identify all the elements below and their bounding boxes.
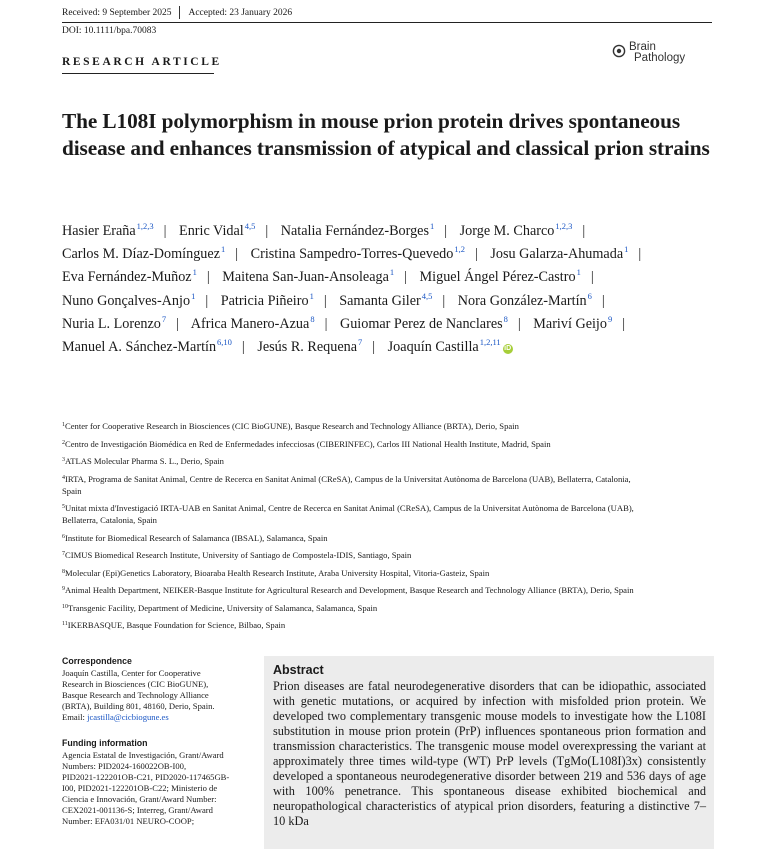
author-entry[interactable]: [62, 290, 217, 309]
author-entry[interactable]: [281, 223, 456, 239]
author-name[interactable]: Nuno Gonçalves-Anjo: [62, 292, 191, 309]
orcid-icon[interactable]: iD: [504, 345, 512, 353]
affiliation-number: 10: [62, 603, 68, 610]
author-name[interactable]: Josu Galarza-Ahumada: [490, 246, 624, 263]
author-name[interactable]: Joaquín Castilla: [387, 339, 479, 356]
author-entry[interactable]: [339, 313, 530, 332]
author-separator: |: [582, 223, 586, 239]
funding-line: Ciencia e Innovación, Grant/Award Number:: [62, 794, 217, 804]
author-affiliation-refs[interactable]: 1,2,3: [136, 221, 154, 231]
author-entry[interactable]: [490, 246, 650, 262]
author-name[interactable]: Jorge M. Charco: [459, 223, 555, 239]
correspondence-email-row: [62, 712, 262, 723]
author-separator: |: [474, 246, 478, 263]
author-name[interactable]: Eva Fernández-Muñoz: [62, 269, 192, 286]
date-separator: [179, 6, 180, 19]
affiliation-list: [62, 420, 722, 637]
author-affiliation-refs[interactable]: 6,10: [217, 337, 232, 348]
author-separator: |: [176, 315, 179, 332]
author-entry[interactable]: [222, 269, 416, 285]
accepted-date: Accepted: 23 January 2026: [188, 7, 293, 18]
author-separator: |: [517, 315, 521, 332]
author-separator: |: [404, 269, 407, 286]
affiliation-item: [62, 502, 722, 526]
funding-heading: Funding information: [62, 738, 148, 748]
logo-line2: Pathology: [634, 52, 686, 64]
affiliation-text: Centro de Investigación Biomédica en Red de Enfermedades infecciosas (CIBERINFEC), Carlos III National Health Institute, Madrid, Spain: [65, 438, 551, 449]
author-separator: |: [444, 223, 448, 239]
author-affiliation-refs[interactable]: 1: [576, 267, 581, 278]
funding-line: PID2021-122201OB-C21, PID2020-117465GB-: [62, 772, 230, 782]
funding-line: Numbers: PID2024-160022OB-I00,: [62, 761, 187, 771]
affiliation-number: 4: [62, 474, 65, 481]
affiliation-item: [62, 473, 722, 497]
author-entry[interactable]: [179, 223, 277, 239]
affiliation-text-continued: Bellaterra, Catalonia, Spain: [62, 515, 157, 525]
author-separator: |: [622, 315, 626, 332]
affiliation-text: Unitat mixta d'Investigació IRTA-UAB en Sanitat Animal, Centre de Recerca en Sanitat Animal (CReSA), Campus de la Universitat Autònoma de Barcelona (UAB),: [65, 503, 634, 513]
affiliation-text: Institute for Biomedical Research of Salamanca (IBSAL), Salamanca, Spain: [65, 532, 328, 543]
brain-pathology-logo-icon: [612, 44, 626, 58]
affiliation-number: 5: [62, 504, 65, 510]
affiliation-text-continued: Spain: [62, 485, 82, 496]
author-separator: |: [206, 269, 210, 286]
affiliation-text: IRTA, Programa de Sanitat Animal, Centre de Recerca en Sanitat Animal (CReSA), Campus de la Universitat Autònoma de Barcelona (UAB), Bellaterra, Catalonia,: [65, 473, 631, 484]
side-column: [62, 656, 262, 842]
author-separator: |: [442, 292, 446, 309]
email-link[interactable]: jcastilla@cicbiogune.es: [87, 712, 169, 722]
logo-line1: Brain: [629, 41, 656, 53]
affiliation-number: 8: [62, 568, 65, 575]
affiliation-text: Animal Health Department, NEIKER-Basque Institute for Agricultural Research and Development, Basque Research and Technology Alliance (BRTA), Derio, Spain: [65, 585, 634, 595]
author-separator: |: [205, 292, 209, 309]
affiliation-text: Transgenic Facility, Department of Medicine, University of Salamanca, Salamanca, Spain: [68, 602, 378, 613]
header-rule: [62, 22, 712, 23]
affiliation-text: IKERBASQUE, Basque Foundation for Science, Bilbao, Spain: [67, 620, 286, 630]
affiliation-item: [62, 619, 722, 631]
author-entry[interactable]: [62, 269, 219, 285]
doi-link[interactable]: DOI: 10.1111/bpa.70083: [62, 26, 157, 36]
affiliation-number: 2: [62, 439, 65, 446]
affiliation-item: [62, 438, 722, 450]
author-name[interactable]: Carlos M. Díaz-Domínguez: [62, 246, 220, 263]
author-name[interactable]: Patricia Piñeiro: [220, 292, 309, 309]
author-affiliation-refs[interactable]: 6: [587, 290, 592, 301]
abstract-text: Prion diseases are fatal neurodegenerative disorders that can be idiopathic, associated with genetic mutations, or acquired by infection with misfolded prion protein. We developed two complementary transgenic mouse models to investigate how the L108I substitution in mouse prion protein (PrP) influences spontaneous prion formation and transmission characteristics. The transgenic mouse model overexpressing the variant at approximately three times wild-type (WT) PrP levels (TgMo(L108I)3x) consistently developed a spontaneous neurodegenerative disorder between 219 and 536 days of age with 100% penetrance. This spontaneous disease exhibited biochemical and neuropathological characteristics of atypical prion disorders, featuring a distinctive 7–10 kDa: [273, 679, 706, 828]
article-dates: [62, 6, 292, 19]
correspondence-line: Basque Research and Technology Alliance: [62, 690, 209, 700]
author-name[interactable]: Cristina Sampedro-Torres-Quevedo: [250, 246, 454, 263]
author-name[interactable]: Hasier Eraña: [62, 223, 136, 239]
affiliation-number: 11: [62, 621, 68, 627]
author-separator: |: [235, 246, 239, 263]
affiliation-text: ATLAS Molecular Pharma S. L., Derio, Spain: [65, 456, 224, 466]
author-entry[interactable]: [388, 339, 513, 355]
author-separator: |: [323, 292, 327, 309]
affiliation-text: CIMUS Biomedical Research Institute, University of Santiago de Compostela-IDIS, Santiago, Spain: [65, 550, 412, 560]
correspondence-line: Joaquín Castilla, Center for Cooperative: [62, 668, 201, 678]
author-name[interactable]: Jesús R. Requena: [257, 339, 358, 356]
author-separator: |: [638, 246, 642, 263]
author-name[interactable]: Nuria L. Lorenzo: [62, 315, 161, 332]
journal-logo[interactable]: [612, 42, 685, 64]
author-name[interactable]: Guiomar Perez de Nanclares: [339, 315, 503, 332]
author-entry[interactable]: [62, 223, 176, 239]
abstract-heading: Abstract: [273, 663, 324, 677]
funding-block: [62, 738, 262, 827]
author-affiliation-refs[interactable]: 9: [607, 313, 613, 324]
author-entry[interactable]: [460, 223, 595, 239]
author-list: [62, 220, 732, 359]
funding-line: Agencia Estatal de Investigación, Grant/Award: [62, 750, 224, 760]
author-affiliation-refs[interactable]: 1,2,3: [555, 221, 573, 231]
author-entry[interactable]: [190, 313, 337, 332]
email-label: Email:: [62, 712, 88, 722]
author-entry[interactable]: [62, 246, 247, 262]
author-entry[interactable]: [62, 313, 188, 332]
author-name[interactable]: Nora González-Martín: [457, 292, 587, 309]
correspondence-line: Research in Biosciences (CIC BioGUNE),: [62, 679, 209, 689]
affiliation-number: 3: [62, 457, 65, 463]
author-name[interactable]: Manuel A. Sánchez-Martín: [62, 339, 217, 356]
author-entry[interactable]: [457, 290, 614, 309]
author-separator: |: [265, 223, 269, 239]
author-affiliation-refs[interactable]: 1: [624, 244, 629, 255]
author-entry[interactable]: [420, 269, 603, 285]
author-affiliation-refs[interactable]: 1,2: [454, 244, 465, 255]
author-name[interactable]: Enric Vidal: [179, 223, 244, 239]
affiliation-number: 6: [62, 533, 65, 540]
author-name[interactable]: Mariví Geijo: [533, 315, 607, 332]
author-separator: |: [372, 339, 376, 356]
funding-line: I00, PID2021-122201OB-C22; Ministerio de: [62, 783, 218, 793]
affiliation-item: [62, 420, 722, 432]
author-affiliation-refs[interactable]: 1: [430, 221, 435, 231]
article-type: RESEARCH ARTICLE: [62, 56, 222, 68]
article-type-rule: [62, 73, 214, 74]
author-entry[interactable]: [251, 246, 487, 262]
author-affiliation-refs[interactable]: 1: [221, 244, 226, 255]
author-name[interactable]: Natalia Fernández-Borges: [280, 223, 430, 239]
author-affiliation-refs[interactable]: 7: [358, 337, 363, 348]
affiliation-text: Center for Cooperative Research in Biosciences (CIC BioGUNE), Basque Research and Technology Alliance (BRTA), Derio, Spain: [65, 421, 519, 431]
author-affiliation-refs[interactable]: 4,5: [244, 221, 256, 231]
affiliation-item: [62, 567, 722, 579]
author-separator: |: [590, 269, 594, 286]
received-date: Received: 9 September 2025: [62, 7, 172, 18]
author-separator: |: [324, 315, 328, 332]
author-affiliation-refs[interactable]: 8: [503, 313, 508, 324]
author-affiliation-refs[interactable]: 4,5: [421, 290, 433, 301]
author-affiliation-refs[interactable]: 7: [161, 313, 167, 324]
affiliation-text: Molecular (Epi)Genetics Laboratory, Bioaraba Health Research Institute, Araba University Hospital, Vitoria-Gasteiz, Spain: [65, 567, 490, 578]
author-separator: |: [241, 339, 245, 356]
author-affiliation-refs[interactable]: 1: [389, 267, 395, 278]
author-name[interactable]: Miguel Ángel Pérez-Castro: [419, 269, 576, 286]
abstract-box: [264, 656, 714, 849]
author-affiliation-refs[interactable]: 1: [191, 290, 196, 301]
author-affiliation-refs[interactable]: 1: [309, 290, 314, 301]
author-entry[interactable]: [62, 339, 254, 355]
author-affiliation-refs[interactable]: 1,2,11: [479, 337, 501, 348]
author-affiliation-refs[interactable]: 1: [192, 267, 197, 278]
funding-line: CEX2021-001136-S; Interreg, Grant/Award: [62, 805, 213, 815]
correspondence-block: [62, 656, 262, 723]
affiliation-number: 7: [62, 551, 65, 557]
author-name[interactable]: Samanta Giler: [339, 292, 421, 309]
author-separator: |: [163, 223, 167, 239]
affiliation-item: [62, 602, 722, 614]
affiliation-number: 9: [62, 586, 65, 592]
funding-line: Number: EFA031/01 NEURO-COOP;: [62, 816, 195, 826]
affiliation-item: [62, 532, 722, 544]
correspondence-heading: Correspondence: [62, 656, 132, 666]
article-title: The L108I polymorphism in mouse prion protein drives spontaneous disease and enhances transmission of atypical and classical prion strains: [62, 109, 710, 160]
author-entry[interactable]: [220, 290, 336, 309]
author-name[interactable]: Maitena San-Juan-Ansoleaga: [222, 269, 389, 286]
affiliation-item: [62, 584, 722, 596]
author-entry[interactable]: [339, 290, 454, 309]
author-affiliation-refs[interactable]: 8: [310, 313, 315, 324]
author-separator: |: [601, 292, 605, 309]
affiliation-item: [62, 549, 722, 561]
affiliation-item: [62, 455, 722, 467]
author-entry[interactable]: [257, 339, 384, 355]
author-entry[interactable]: [533, 313, 634, 332]
affiliation-number: 1: [62, 422, 65, 428]
correspondence-line: (BRTA), Building 801, 48160, Derio, Spain.: [62, 701, 215, 711]
author-name[interactable]: Africa Manero-Azua: [190, 315, 310, 332]
